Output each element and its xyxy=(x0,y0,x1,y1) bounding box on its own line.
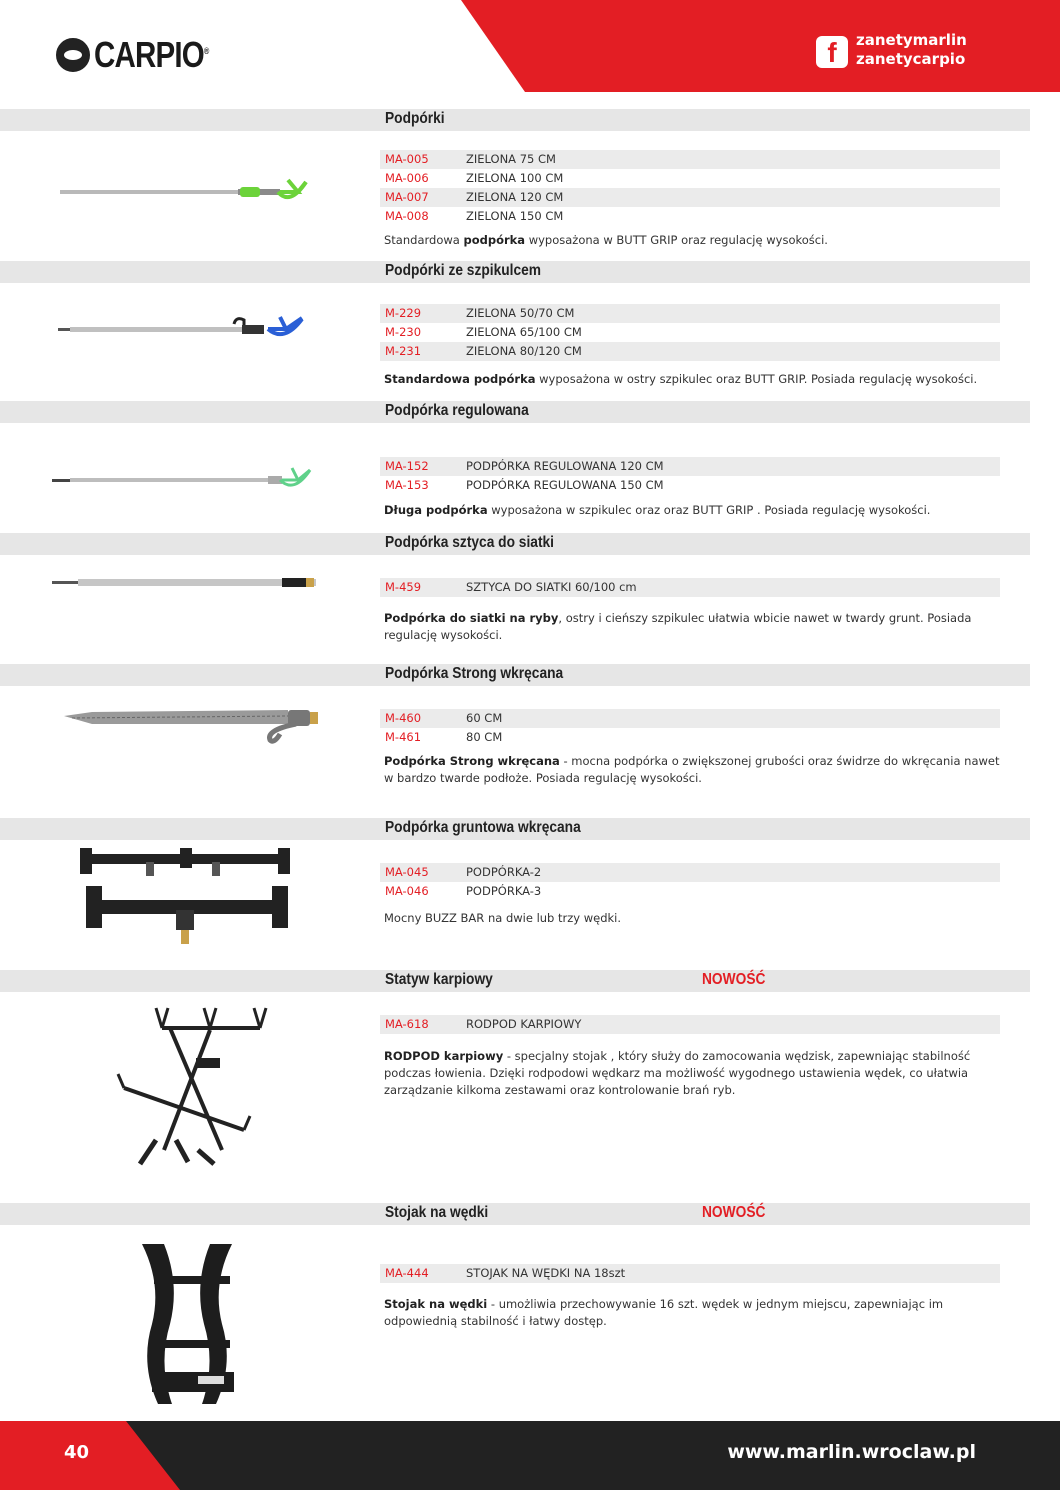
table-row xyxy=(380,1015,1000,1034)
item-name: ZIELONA 65/100 CM xyxy=(466,325,582,339)
item-name: PODPÓRKA REGULOWANA 120 CM xyxy=(466,459,664,473)
section-title: Podpórka Strong wkręcana xyxy=(385,665,564,682)
product-description xyxy=(384,610,1009,644)
desc-text: , ostry i cieńszy szpikulec ułatwia wbicie nawet w twardy grunt. Posiada regulację wysokości. xyxy=(384,611,972,642)
item-name: ZIELONA 75 CM xyxy=(466,152,556,166)
item-name: SZTYCA DO SIATKI 60/100 cm xyxy=(466,580,637,594)
rod-rest-spike-image xyxy=(56,314,308,344)
table-row xyxy=(380,169,1000,188)
desc-bold: podpórka xyxy=(463,233,526,247)
desc-bold: Stojak na wędki xyxy=(384,1297,488,1311)
carpio-emblem-icon xyxy=(56,38,90,72)
table-row xyxy=(380,457,1000,476)
item-code: MA-007 xyxy=(385,190,429,204)
social-account-1[interactable]: zanetymarlin xyxy=(856,31,967,49)
product-description xyxy=(384,1296,1009,1330)
item-code: MA-618 xyxy=(385,1017,429,1031)
item-code: MA-153 xyxy=(385,478,429,492)
desc-text: - umożliwia przechowywanie 16 szt. wędek w jednym miejscu, zapewniając im odpowiednią stabilność i łatwy dostęp. xyxy=(384,1297,944,1328)
desc-text: wyposażona w szpikulec oraz oraz BUTT GRIP . Posiada regulację wysokości. xyxy=(487,503,931,517)
item-code: MA-045 xyxy=(385,865,429,879)
desc-text: Standardowa xyxy=(384,233,464,247)
table-row xyxy=(380,188,1000,207)
product-description xyxy=(384,753,1009,787)
item-name: RODPOD KARPIOWY xyxy=(466,1017,582,1031)
table-row xyxy=(380,863,1000,882)
page-number: 40 xyxy=(64,1442,90,1463)
table-row xyxy=(380,1264,1000,1283)
desc-text: wyposażona w ostry szpikulec oraz BUTT GRIP. Posiada regulację wysokości. xyxy=(535,372,978,386)
item-name: STOJAK NA WĘDKI NA 18szt xyxy=(466,1266,626,1280)
facebook-icon[interactable]: f xyxy=(816,36,848,68)
desc-bold: RODPOD karpiowy xyxy=(384,1049,504,1063)
item-name: ZIELONA 150 CM xyxy=(466,209,564,223)
item-name: PODPÓRKA-3 xyxy=(466,884,542,898)
strong-screw-rest-image xyxy=(62,706,322,746)
buzz-bar-image xyxy=(76,846,296,948)
product-description xyxy=(384,232,1009,249)
registered-mark: ® xyxy=(203,46,209,56)
brand-logo xyxy=(56,34,234,76)
section-bar xyxy=(0,1203,1030,1225)
desc-bold: Długa podpórka xyxy=(384,503,488,517)
rod-rest-green-image xyxy=(58,178,310,208)
desc-bold: Standardowa podpórka xyxy=(384,372,536,386)
footer-red-shape xyxy=(0,1421,180,1490)
product-description xyxy=(384,1048,1009,1099)
new-badge: NOWOŚĆ xyxy=(702,1204,766,1221)
desc-text: - mocna podpórka o zwiększonej grubości oraz świdrze do wkręcania nawet w bardzo twarde podłoże. Posiada regulację wysokości. xyxy=(384,754,1000,785)
rod-rest-adjustable-image xyxy=(50,466,312,494)
section-title: Podpórka regulowana xyxy=(385,402,529,419)
table-row xyxy=(380,207,1000,226)
item-name: PODPÓRKA REGULOWANA 150 CM xyxy=(466,478,664,492)
item-code: M-231 xyxy=(385,344,422,358)
item-code: MA-006 xyxy=(385,171,429,185)
section-title: Podpórki ze szpikulcem xyxy=(385,262,541,279)
item-code: M-229 xyxy=(385,306,422,320)
item-code: MA-005 xyxy=(385,152,429,166)
item-code: M-230 xyxy=(385,325,422,339)
product-description xyxy=(384,371,1009,388)
item-code: MA-046 xyxy=(385,884,429,898)
item-code: M-460 xyxy=(385,711,422,725)
item-name: ZIELONA 120 CM xyxy=(466,190,564,204)
desc-bold: Podpórka do siatki na ryby xyxy=(384,611,559,625)
section-title: Stojak na wędki xyxy=(385,1204,489,1221)
table-row xyxy=(380,476,1000,495)
item-name: ZIELONA 80/120 CM xyxy=(466,344,582,358)
table-row xyxy=(380,578,1000,597)
desc-text: wyposażona w BUTT GRIP oraz regulację wysokości. xyxy=(525,233,828,247)
product-description xyxy=(384,502,1009,519)
item-code: M-459 xyxy=(385,580,422,594)
section-title: Podpórka gruntowa wkręcana xyxy=(385,819,581,836)
section-title: Statyw karpiowy xyxy=(385,971,493,988)
table-row xyxy=(380,882,1000,901)
desc-text: Mocny BUZZ BAR na dwie lub trzy wędki. xyxy=(384,911,622,925)
desc-bold: Podpórka Strong wkręcana xyxy=(384,754,560,768)
product-description xyxy=(384,910,1009,927)
item-name: PODPÓRKA-2 xyxy=(466,865,542,879)
table-row xyxy=(380,150,1000,169)
desc-text: - specjalny stojak , który służy do zamocowania wędzisk, zapewniając stabilność podczas łowienia. Dzięki rodpodowi wędkarz ma możliwość wygodnego ustawienia wędek, co ułatwia zarządzanie kilkoma zestawami oraz kontrolowanie brań ryb. xyxy=(384,1049,971,1097)
section-title: Podpórki xyxy=(385,110,445,127)
social-accounts xyxy=(856,31,967,69)
table-row xyxy=(380,709,1000,728)
new-badge: NOWOŚĆ xyxy=(702,971,766,988)
brand-name: CARPIO xyxy=(94,34,204,75)
net-pole-image xyxy=(50,574,316,592)
item-code: MA-152 xyxy=(385,459,429,473)
rod-stand-image xyxy=(132,1236,252,1412)
section-title: Podpórka sztyca do siatki xyxy=(385,534,555,551)
rod-pod-image xyxy=(110,1000,280,1170)
item-name: 80 CM xyxy=(466,730,503,744)
section-bar xyxy=(0,970,1030,992)
item-code: MA-008 xyxy=(385,209,429,223)
item-name: 60 CM xyxy=(466,711,503,725)
social-account-2[interactable]: zanetycarpio xyxy=(856,50,966,68)
item-name: ZIELONA 100 CM xyxy=(466,171,564,185)
table-row xyxy=(380,304,1000,323)
item-code: M-461 xyxy=(385,730,422,744)
table-row xyxy=(380,342,1000,361)
table-row xyxy=(380,728,1000,747)
item-code: MA-444 xyxy=(385,1266,429,1280)
section-bar xyxy=(0,109,1030,131)
table-row xyxy=(380,323,1000,342)
website-link[interactable]: www.marlin.wroclaw.pl xyxy=(727,1441,976,1463)
item-name: ZIELONA 50/70 CM xyxy=(466,306,575,320)
